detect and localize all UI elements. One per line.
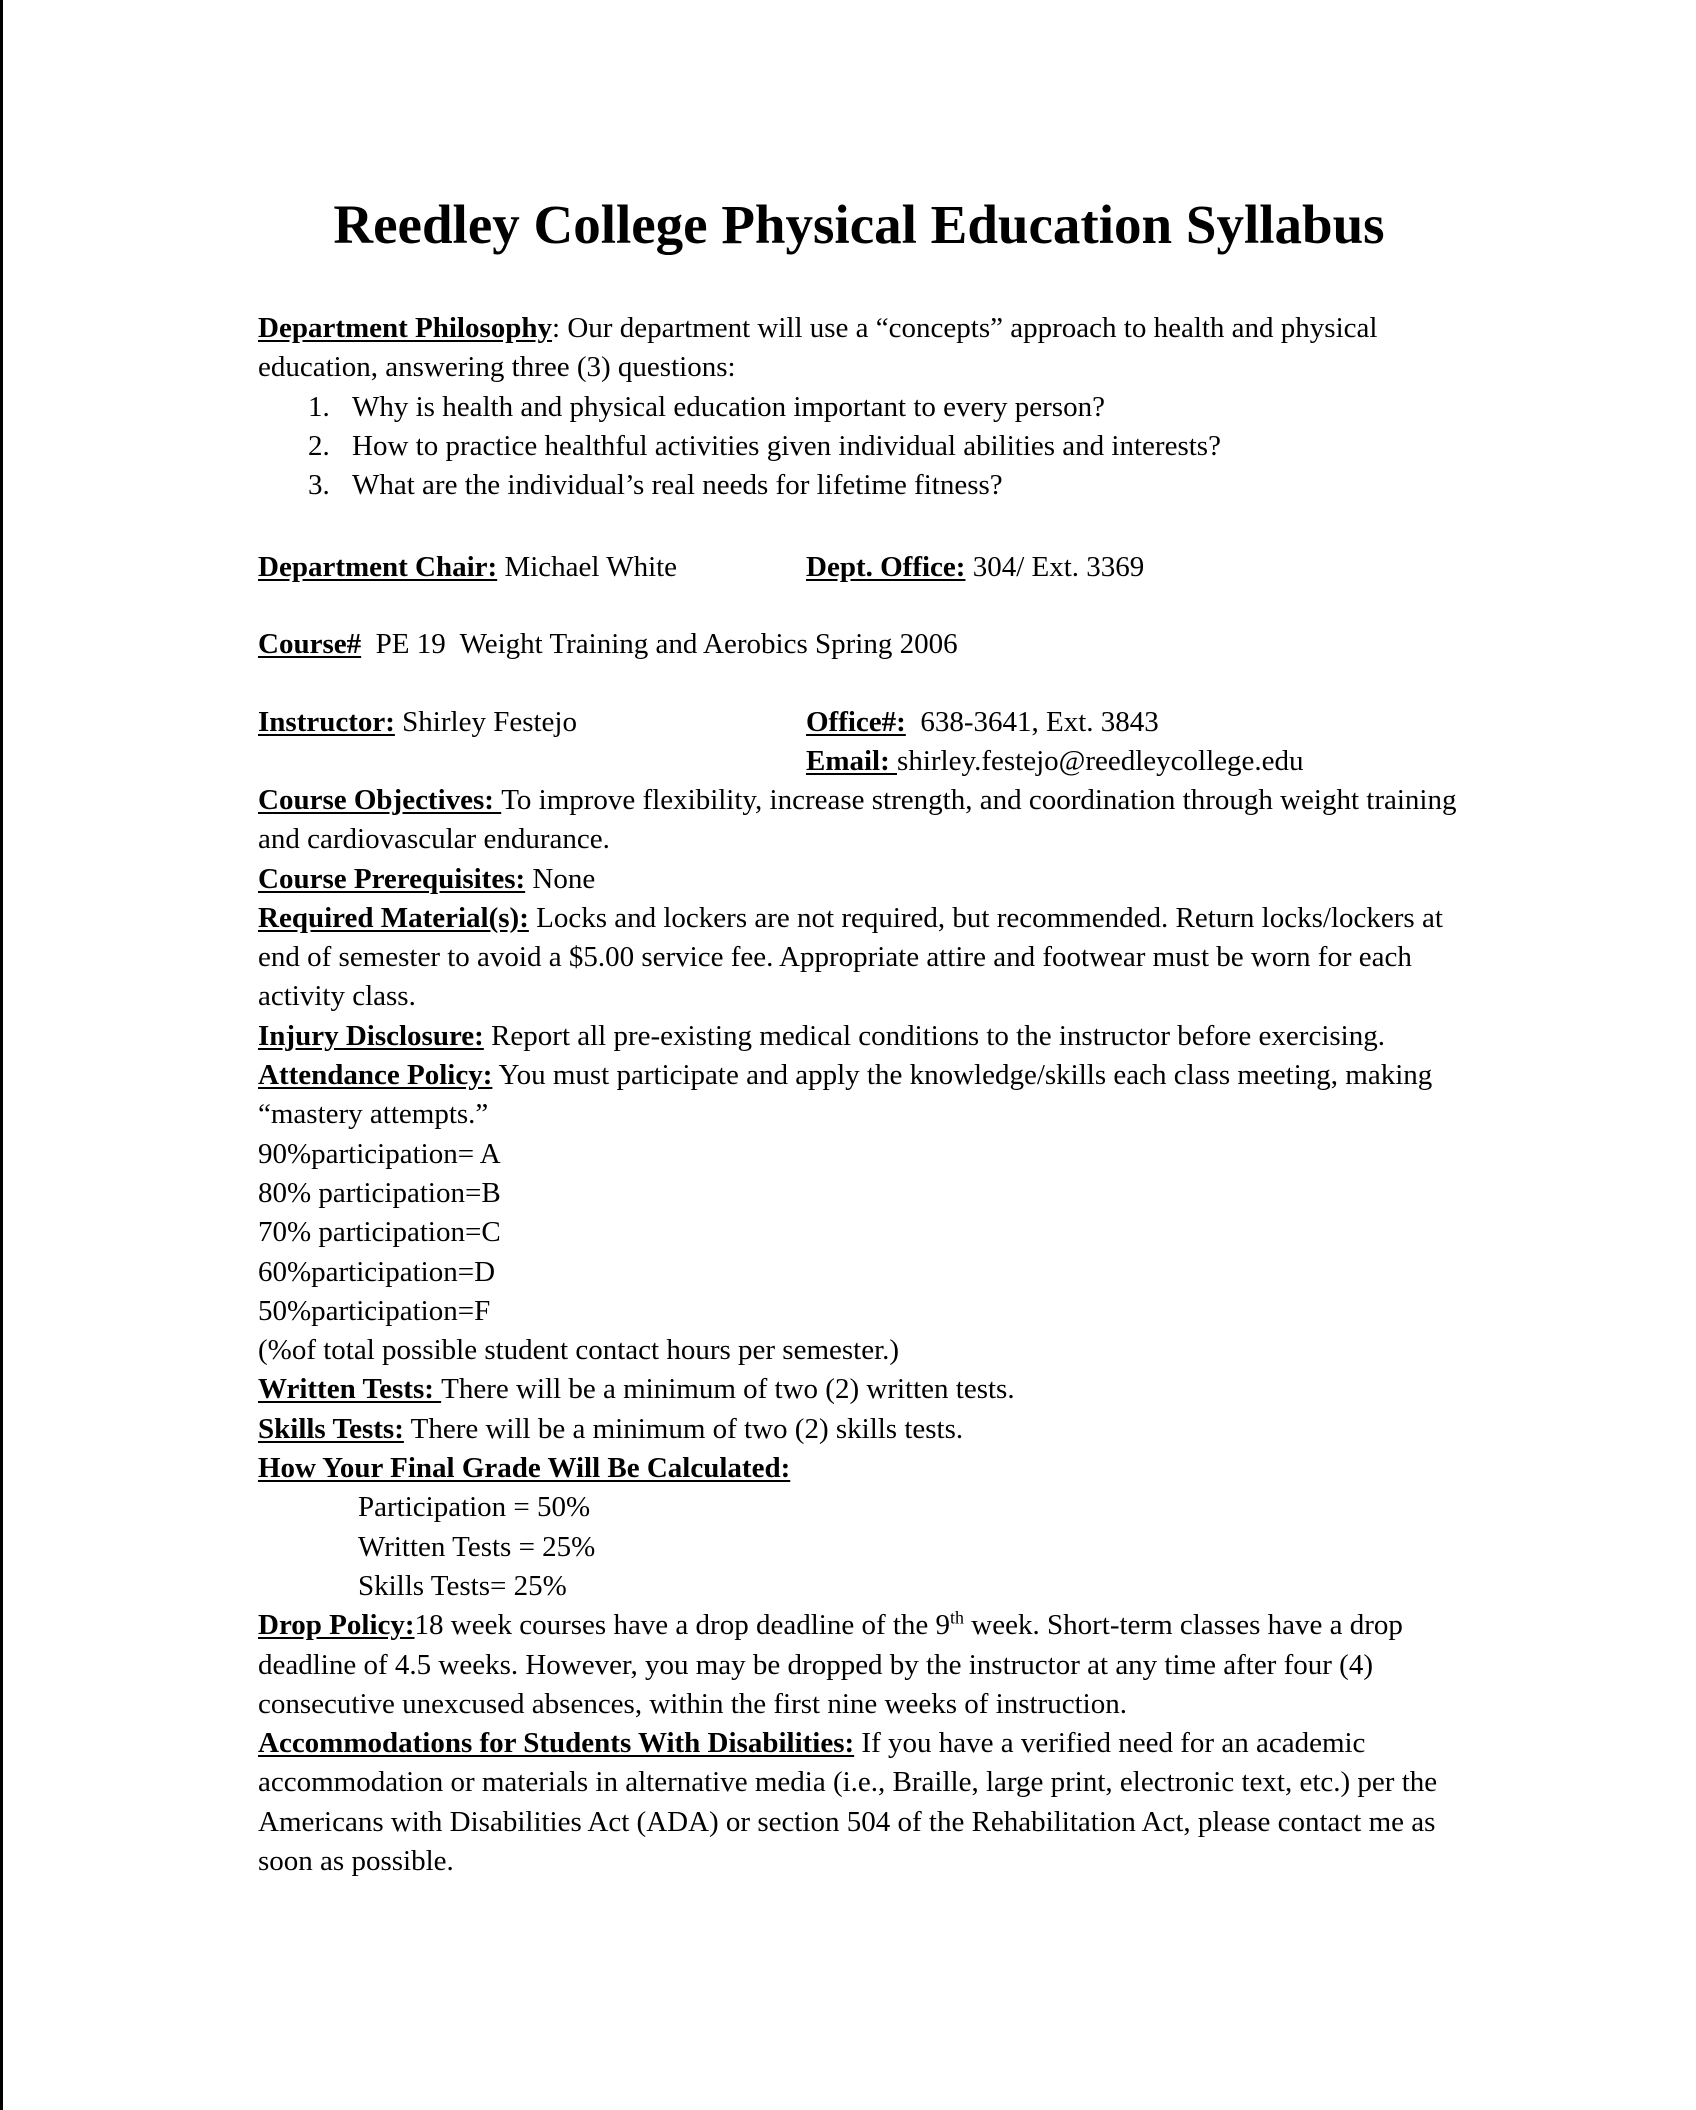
instructor-label: Instructor:	[258, 706, 395, 738]
injury-disclosure: Injury Disclosure: Report all pre-existing medical conditions to the instructor before exercising.	[258, 1019, 1385, 1052]
attendance-scale-item: 70% participation=C	[258, 1216, 501, 1249]
attendance-scale-item: 60%participation=D	[258, 1255, 496, 1288]
philosophy-text: : Our department will use a “concepts” approach to health and physical education, answering three (3) questions:	[258, 312, 1378, 384]
grade-item: Written Tests = 25%	[358, 1530, 596, 1563]
email-label: Email:	[806, 745, 898, 778]
attendance-scale-item: 90%participation= A	[258, 1137, 501, 1170]
dept-office-value: 304/ Ext. 3369	[965, 551, 1145, 583]
dept-office-label: Dept. Office:	[806, 551, 966, 583]
course-body	[258, 781, 1458, 1881]
written-tests: Written Tests: There will be a minimum of two (2) written tests.	[258, 1373, 1015, 1406]
accommodations: Accommodations for Students With Disabilities: If you have a verified need for an academic accommodation or materials in alternative media (i.e., Braille, large print, electronic text, etc.) per the Americans with Disabilities Act (ADA) or section 504 of the Rehabilitation Act, please contact me as soon as possible.	[258, 1727, 1438, 1878]
scan-edge	[0, 0, 3, 2110]
philosophy-label: Department Philosophy	[258, 312, 553, 344]
course-objectives: Course Objectives: To improve flexibility, increase strength, and coordination through weight training and cardiovascular endurance.	[258, 784, 1457, 856]
chair-name: Michael White	[497, 551, 678, 583]
attendance-scale-item: 80% participation=B	[258, 1176, 501, 1209]
question-item: 3. What are the individual’s real needs for lifetime fitness?	[308, 469, 1003, 502]
office-number-value: 638-3641, Ext. 3843	[905, 706, 1159, 738]
chair-label: Department Chair:	[258, 551, 498, 583]
course-row	[258, 625, 1498, 664]
course-prerequisites: Course Prerequisites: None	[258, 862, 596, 895]
instructor-name: Shirley Festejo	[394, 706, 577, 738]
required-materials: Required Material(s): Locks and lockers are not required, but recommended. Return locks/lockers at end of semester to avoid a $5.00 service fee. Appropriate attire and footwear must be worn for each activity class.	[258, 901, 1443, 1013]
course-value: PE 19 Weight Training and Aerobics Spring 2006	[361, 628, 958, 660]
course-label: Course#	[258, 628, 362, 660]
drop-policy: Drop Policy:18 week courses have a drop deadline of the 9th week. Short-term classes have a drop deadline of 4.5 weeks. However, you may be dropped by the instructor at any time after four (4) consecutive unexcused absences, within the first nine weeks of instruction.	[258, 1607, 1403, 1720]
philosophy-paragraph	[258, 309, 1458, 388]
document-title: Reedley College Physical Education Syllabus	[333, 194, 1385, 255]
final-grade-heading: How Your Final Grade Will Be Calculated:	[258, 1452, 791, 1485]
department-chair-row	[258, 548, 1498, 587]
philosophy-questions	[258, 388, 1458, 506]
grade-item: Participation = 50%	[358, 1491, 591, 1524]
grade-item: Skills Tests= 25%	[358, 1569, 567, 1602]
attendance-note: (%of total possible student contact hours per semester.)	[258, 1334, 900, 1367]
office-number-label: Office#:	[806, 706, 906, 738]
department-philosophy	[258, 309, 1458, 505]
question-item: 2. How to practice healthful activities given individual abilities and interests?	[308, 429, 1221, 462]
skills-tests: Skills Tests: There will be a minimum of two (2) skills tests.	[258, 1412, 964, 1445]
question-item: 1. Why is health and physical education important to every person?	[308, 390, 1105, 423]
attendance-policy: Attendance Policy: You must participate and apply the knowledge/skills each class meeting, making “mastery attempts.”	[258, 1059, 1433, 1131]
attendance-scale-item: 50%participation=F	[258, 1294, 491, 1327]
instructor-block	[258, 703, 1498, 782]
email-value: shirley.festejo@reedleycollege.edu	[897, 745, 1304, 778]
